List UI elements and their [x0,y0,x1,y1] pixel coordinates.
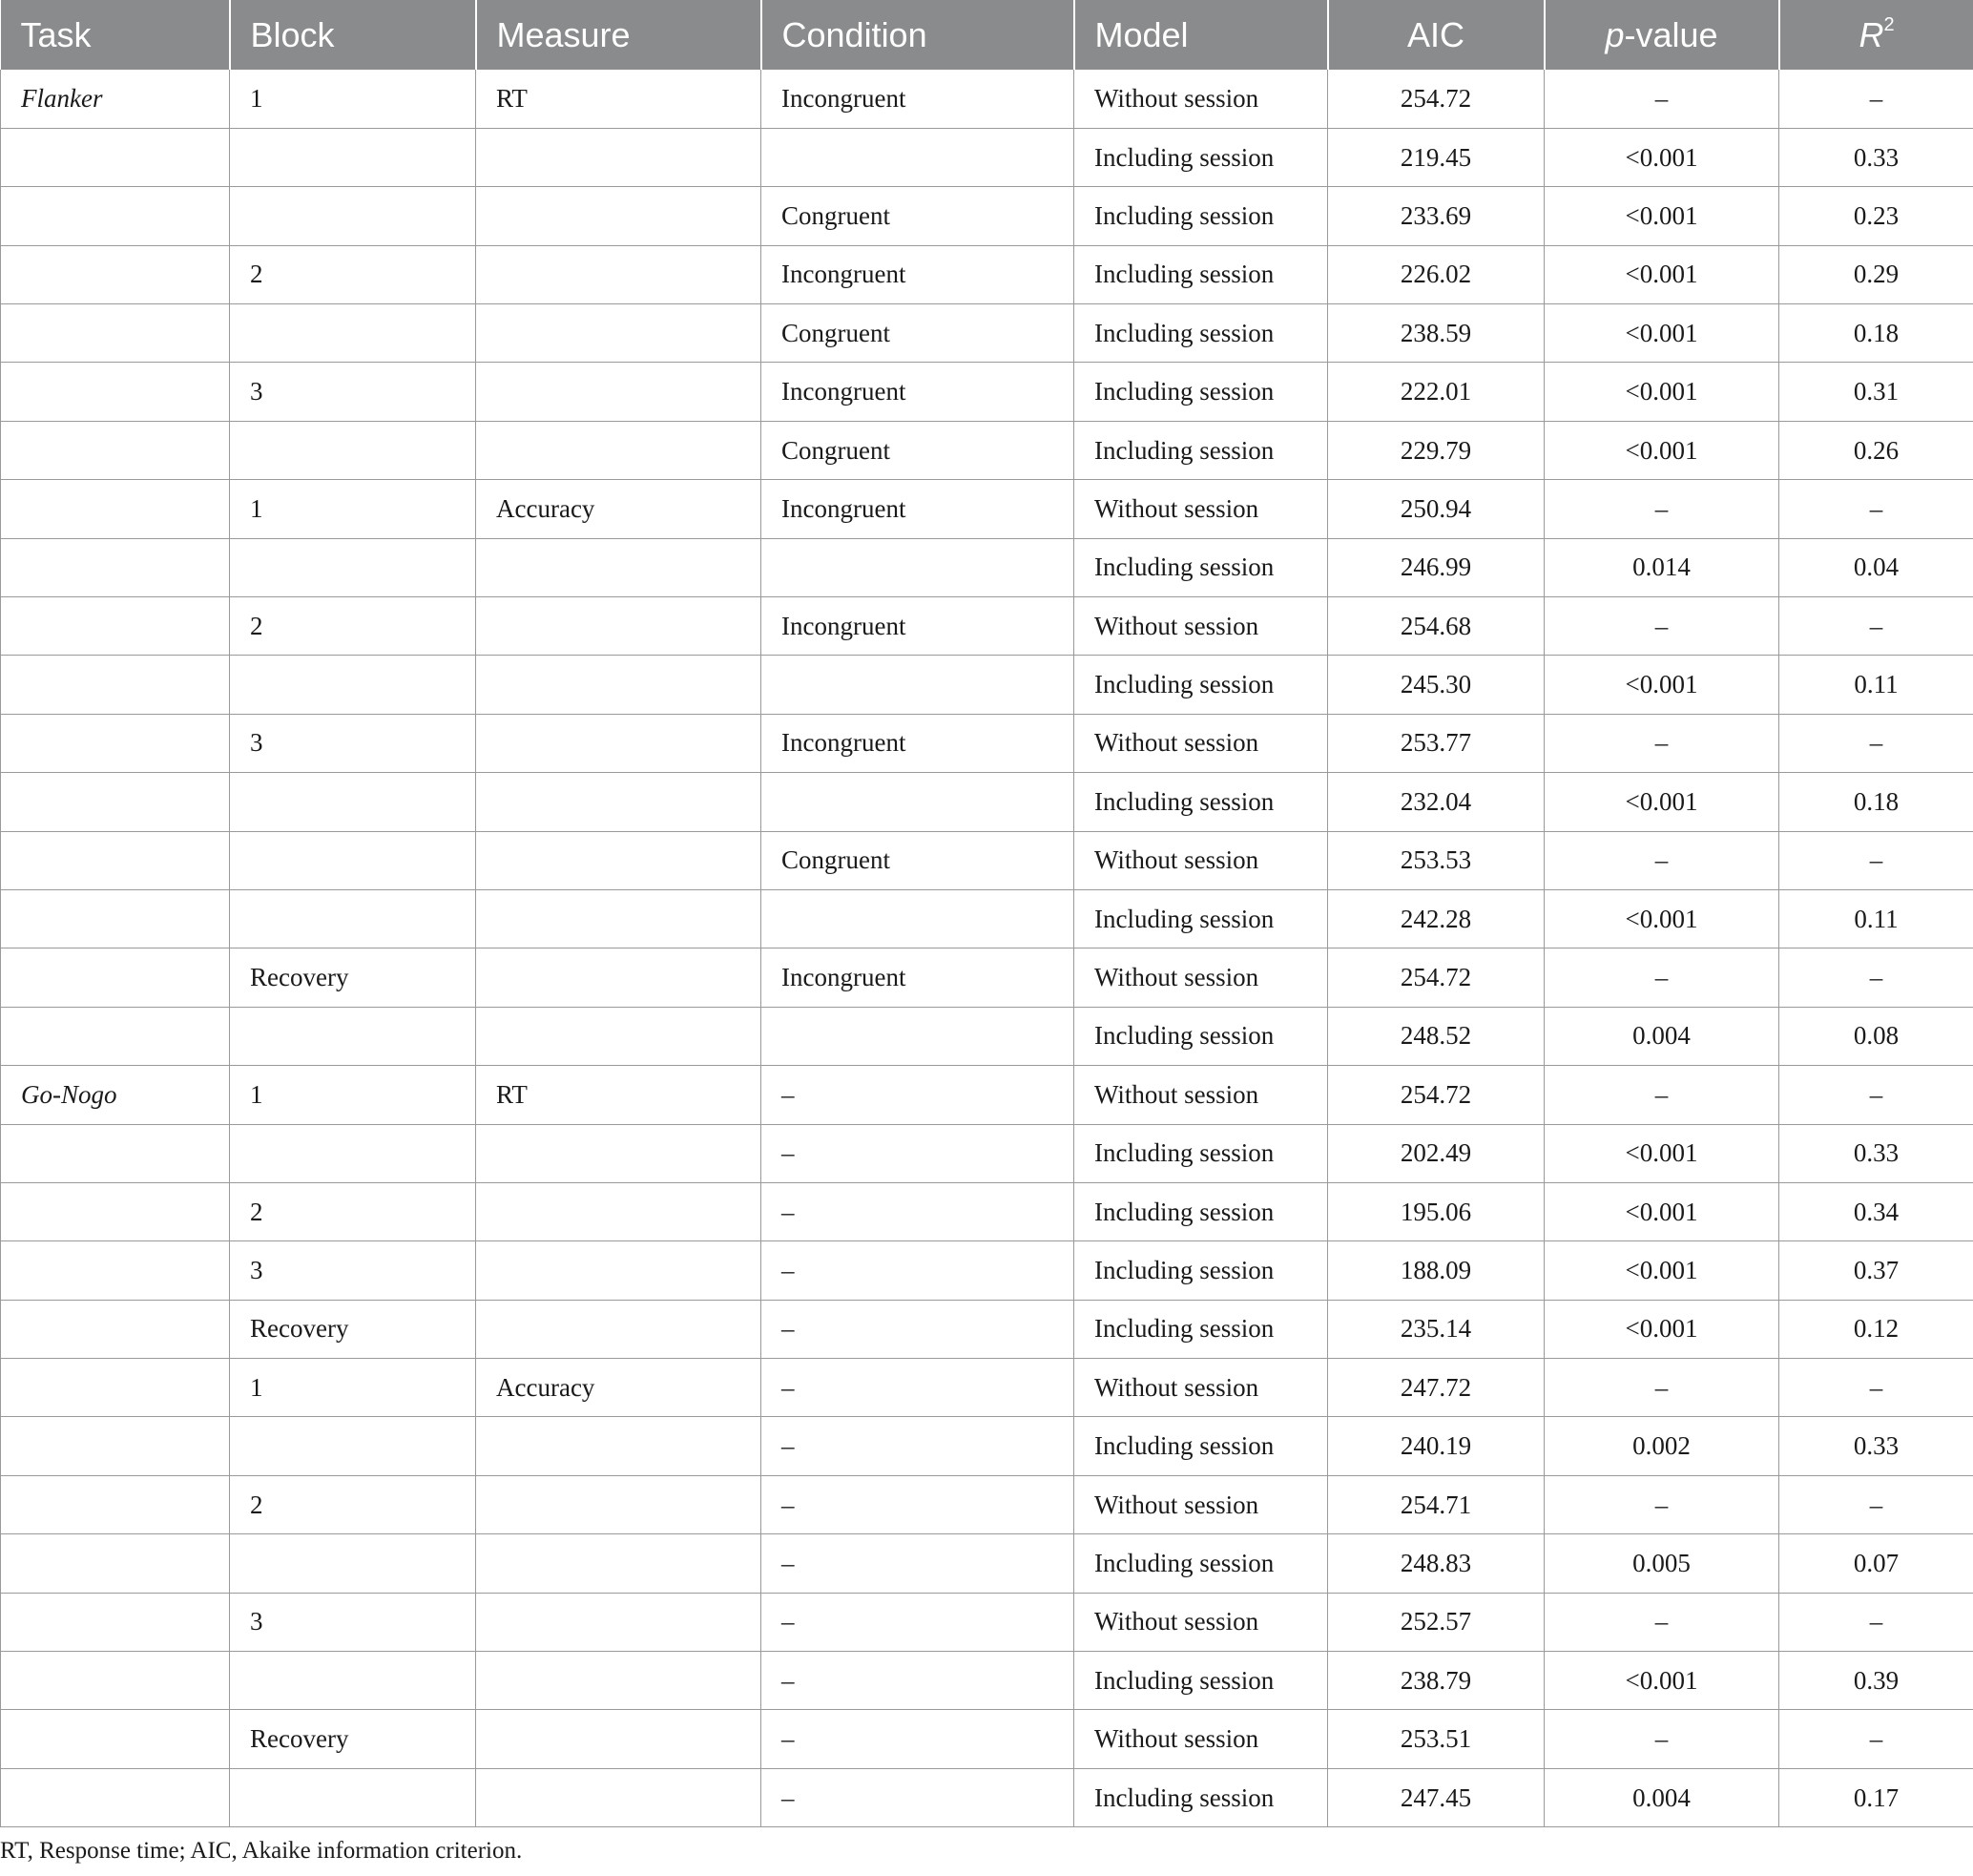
table-row [1,1124,1973,1182]
cell-measure [476,304,761,363]
cell-measure [476,1593,761,1651]
cell-model: Without session [1074,480,1328,538]
cell-p-value: – [1545,1475,1779,1533]
table-row [1,1241,1973,1300]
cell-aic: 195.06 [1328,1182,1545,1240]
cell-r-squared: 0.18 [1779,304,1973,363]
cell-condition: – [761,1652,1074,1710]
cell-model: Without session [1074,948,1328,1007]
cell-r-squared: 0.07 [1779,1534,1973,1593]
cell-measure [476,597,761,656]
cell-condition: – [761,1182,1074,1240]
cell-model: Including session [1074,538,1328,596]
cell-model: Including session [1074,1417,1328,1475]
cell-task [1,1593,230,1651]
cell-aic: 245.30 [1328,656,1545,714]
cell-aic: 253.51 [1328,1710,1545,1768]
cell-task [1,1124,230,1182]
cell-condition: Congruent [761,304,1074,363]
cell-condition: – [761,1241,1074,1300]
table-row [1,1300,1973,1358]
cell-condition: – [761,1710,1074,1768]
cell-model: Including session [1074,889,1328,948]
cell-condition: – [761,1534,1074,1593]
cell-task [1,1710,230,1768]
cell-aic: 233.69 [1328,187,1545,245]
cell-measure [476,1182,761,1240]
cell-aic: 229.79 [1328,421,1545,479]
table-row [1,187,1973,245]
cell-p-value: <0.001 [1545,889,1779,948]
cell-p-value: – [1545,1359,1779,1417]
cell-aic: 219.45 [1328,128,1545,186]
table-row [1,773,1973,831]
cell-condition: – [761,1475,1074,1533]
cell-aic: 238.59 [1328,304,1545,363]
cell-r-squared: – [1779,948,1973,1007]
cell-block [230,1768,476,1826]
table-row [1,597,1973,656]
cell-model: Without session [1074,714,1328,772]
cell-measure [476,1768,761,1826]
cell-aic: 235.14 [1328,1300,1545,1358]
cell-measure [476,421,761,479]
table-row [1,948,1973,1007]
cell-p-value: – [1545,70,1779,128]
cell-r-squared: – [1779,1066,1973,1124]
cell-block: 1 [230,1359,476,1417]
cell-model: Including session [1074,1652,1328,1710]
cell-model: Without session [1074,1710,1328,1768]
cell-p-value: – [1545,714,1779,772]
cell-measure [476,889,761,948]
cell-p-value: <0.001 [1545,1241,1779,1300]
cell-r-squared: 0.11 [1779,656,1973,714]
cell-model: Including session [1074,1534,1328,1593]
cell-model: Including session [1074,363,1328,421]
cell-task [1,1359,230,1417]
cell-aic: 202.49 [1328,1124,1545,1182]
cell-measure: Accuracy [476,1359,761,1417]
cell-r-squared: 0.37 [1779,1241,1973,1300]
cell-block [230,1007,476,1065]
cell-task [1,1182,230,1240]
cell-model: Including session [1074,187,1328,245]
cell-p-value: – [1545,1710,1779,1768]
cell-r-squared: 0.17 [1779,1768,1973,1826]
cell-aic: 248.83 [1328,1534,1545,1593]
cell-model: Including session [1074,1300,1328,1358]
cell-aic: 254.72 [1328,1066,1545,1124]
cell-model: Without session [1074,597,1328,656]
cell-measure [476,1652,761,1710]
cell-p-value: <0.001 [1545,245,1779,303]
cell-block [230,773,476,831]
table-row [1,304,1973,363]
cell-task [1,363,230,421]
cell-measure [476,773,761,831]
cell-model: Including session [1074,245,1328,303]
cell-p-value: 0.014 [1545,538,1779,596]
cell-block: 3 [230,714,476,772]
cell-aic: 238.79 [1328,1652,1545,1710]
table-row [1,1007,1973,1065]
cell-aic: 246.99 [1328,538,1545,596]
cell-block: Recovery [230,1300,476,1358]
table-row [1,245,1973,303]
header-block: Block [230,0,476,70]
cell-p-value: <0.001 [1545,1182,1779,1240]
cell-condition: – [761,1417,1074,1475]
cell-task: Go-Nogo [1,1066,230,1124]
cell-measure [476,245,761,303]
cell-aic: 226.02 [1328,245,1545,303]
cell-r-squared: 0.29 [1779,245,1973,303]
cell-r-squared: 0.11 [1779,889,1973,948]
cell-aic: 247.72 [1328,1359,1545,1417]
cell-aic: 254.72 [1328,948,1545,1007]
cell-task [1,1007,230,1065]
cell-r-squared: – [1779,597,1973,656]
cell-block: Recovery [230,1710,476,1768]
cell-p-value: 0.004 [1545,1007,1779,1065]
cell-measure [476,656,761,714]
cell-task [1,1241,230,1300]
cell-block [230,421,476,479]
cell-r-squared: 0.26 [1779,421,1973,479]
cell-r-squared: 0.18 [1779,773,1973,831]
cell-measure: RT [476,70,761,128]
cell-model: Without session [1074,1475,1328,1533]
cell-aic: 232.04 [1328,773,1545,831]
table-row [1,714,1973,772]
cell-condition [761,538,1074,596]
cell-task [1,1534,230,1593]
cell-model: Without session [1074,70,1328,128]
header-p-suffix: -value [1624,14,1718,54]
cell-p-value: <0.001 [1545,128,1779,186]
table-row [1,1768,1973,1826]
table-row [1,656,1973,714]
cell-task [1,538,230,596]
cell-task [1,889,230,948]
table-row [1,1652,1973,1710]
cell-model: Without session [1074,831,1328,889]
table-row [1,128,1973,186]
cell-model: Including session [1074,1124,1328,1182]
cell-aic: 253.53 [1328,831,1545,889]
cell-aic: 222.01 [1328,363,1545,421]
table-footnote: RT, Response time; AIC, Akaike information criterion. [0,1838,523,1865]
cell-model: Including session [1074,421,1328,479]
cell-condition [761,889,1074,948]
cell-p-value: 0.002 [1545,1417,1779,1475]
header-task: Task [1,0,230,70]
cell-task [1,948,230,1007]
cell-block [230,1124,476,1182]
cell-model: Including session [1074,304,1328,363]
cell-p-value: – [1545,1593,1779,1651]
table-header [1,0,1973,70]
cell-block [230,187,476,245]
cell-measure [476,831,761,889]
cell-block: 2 [230,245,476,303]
table-row [1,1475,1973,1533]
cell-task [1,773,230,831]
table-row [1,363,1973,421]
cell-block: 1 [230,480,476,538]
cell-r-squared: 0.08 [1779,1007,1973,1065]
cell-measure [476,538,761,596]
table-row [1,1534,1973,1593]
cell-condition [761,128,1074,186]
table-row [1,1593,1973,1651]
cell-task [1,245,230,303]
cell-condition: – [761,1768,1074,1826]
cell-block [230,889,476,948]
cell-r-squared: – [1779,1710,1973,1768]
cell-aic: 252.57 [1328,1593,1545,1651]
header-r-superscript: 2 [1883,13,1895,35]
header-p-symbol: p [1605,14,1625,54]
cell-p-value: 0.004 [1545,1768,1779,1826]
cell-r-squared: 0.33 [1779,128,1973,186]
cell-condition: Incongruent [761,597,1074,656]
cell-condition: Congruent [761,831,1074,889]
cell-aic: 254.71 [1328,1475,1545,1533]
cell-task [1,831,230,889]
cell-p-value: <0.001 [1545,363,1779,421]
cell-model: Including session [1074,1241,1328,1300]
cell-p-value: <0.001 [1545,656,1779,714]
table-row [1,889,1973,948]
cell-condition: Incongruent [761,948,1074,1007]
cell-condition: – [761,1124,1074,1182]
cell-block [230,538,476,596]
cell-block [230,1534,476,1593]
cell-block: 2 [230,1182,476,1240]
cell-p-value: – [1545,1066,1779,1124]
cell-block [230,304,476,363]
cell-r-squared: – [1779,480,1973,538]
cell-p-value: – [1545,831,1779,889]
cell-condition: Incongruent [761,363,1074,421]
cell-measure [476,1007,761,1065]
cell-task [1,1475,230,1533]
cell-r-squared: – [1779,1475,1973,1533]
cell-condition: Incongruent [761,480,1074,538]
cell-p-value: 0.005 [1545,1534,1779,1593]
cell-r-squared: 0.04 [1779,538,1973,596]
cell-r-squared: 0.33 [1779,1417,1973,1475]
cell-block [230,128,476,186]
cell-measure [476,1241,761,1300]
cell-block: 1 [230,70,476,128]
cell-condition: Congruent [761,421,1074,479]
cell-task: Flanker [1,70,230,128]
cell-measure [476,187,761,245]
cell-aic: 254.68 [1328,597,1545,656]
cell-p-value: <0.001 [1545,1652,1779,1710]
cell-condition: – [761,1066,1074,1124]
cell-task [1,304,230,363]
cell-condition: – [761,1359,1074,1417]
cell-condition: Incongruent [761,714,1074,772]
table-row [1,538,1973,596]
cell-model: Without session [1074,1593,1328,1651]
cell-p-value: <0.001 [1545,1300,1779,1358]
header-measure: Measure [476,0,761,70]
cell-r-squared: 0.33 [1779,1124,1973,1182]
cell-condition [761,773,1074,831]
cell-aic: 248.52 [1328,1007,1545,1065]
cell-aic: 240.19 [1328,1417,1545,1475]
cell-r-squared: 0.39 [1779,1652,1973,1710]
cell-p-value: <0.001 [1545,773,1779,831]
cell-r-squared: – [1779,831,1973,889]
cell-measure [476,714,761,772]
cell-model: Including session [1074,128,1328,186]
cell-aic: 242.28 [1328,889,1545,948]
cell-model: Including session [1074,1182,1328,1240]
cell-p-value: <0.001 [1545,187,1779,245]
table-body [1,70,1973,1827]
cell-condition: Incongruent [761,70,1074,128]
cell-r-squared: 0.31 [1779,363,1973,421]
cell-model: Without session [1074,1066,1328,1124]
cell-block: 2 [230,1475,476,1533]
cell-condition: – [761,1593,1074,1651]
cell-aic: 250.94 [1328,480,1545,538]
cell-aic: 247.45 [1328,1768,1545,1826]
header-r-symbol: R [1859,14,1884,54]
table-row [1,421,1973,479]
cell-task [1,1300,230,1358]
header-row [1,0,1973,70]
cell-r-squared: 0.23 [1779,187,1973,245]
cell-task [1,1417,230,1475]
cell-aic: 254.72 [1328,70,1545,128]
cell-measure [476,363,761,421]
cell-p-value: <0.001 [1545,421,1779,479]
cell-p-value: – [1545,597,1779,656]
cell-block [230,1417,476,1475]
table-row [1,1066,1973,1124]
cell-p-value: – [1545,948,1779,1007]
table-row [1,831,1973,889]
cell-r-squared: – [1779,1593,1973,1651]
header-r-squared [1779,0,1973,70]
cell-condition [761,1007,1074,1065]
cell-aic: 188.09 [1328,1241,1545,1300]
table-row [1,1182,1973,1240]
cell-measure [476,1124,761,1182]
cell-block: Recovery [230,948,476,1007]
cell-measure [476,1475,761,1533]
cell-measure [476,948,761,1007]
cell-measure [476,128,761,186]
cell-condition: – [761,1300,1074,1358]
cell-task [1,656,230,714]
cell-aic: 253.77 [1328,714,1545,772]
cell-task [1,480,230,538]
cell-block: 3 [230,1241,476,1300]
cell-measure [476,1300,761,1358]
cell-model: Including session [1074,1007,1328,1065]
table-row [1,70,1973,128]
cell-r-squared: – [1779,70,1973,128]
cell-block: 1 [230,1066,476,1124]
cell-task [1,1768,230,1826]
cell-task [1,714,230,772]
cell-model: Without session [1074,1359,1328,1417]
cell-model: Including session [1074,773,1328,831]
cell-task [1,421,230,479]
cell-block: 3 [230,1593,476,1651]
cell-r-squared: – [1779,714,1973,772]
cell-p-value: <0.001 [1545,1124,1779,1182]
header-condition: Condition [761,0,1074,70]
cell-measure [476,1417,761,1475]
cell-block [230,831,476,889]
cell-task [1,187,230,245]
cell-task [1,128,230,186]
cell-condition [761,656,1074,714]
cell-task [1,1652,230,1710]
cell-model: Including session [1074,1768,1328,1826]
cell-block: 3 [230,363,476,421]
table-row [1,1417,1973,1475]
cell-measure [476,1710,761,1768]
cell-p-value: <0.001 [1545,304,1779,363]
cell-model: Including session [1074,656,1328,714]
cell-measure: RT [476,1066,761,1124]
header-aic: AIC [1328,0,1545,70]
cell-condition: Congruent [761,187,1074,245]
cell-measure: Accuracy [476,480,761,538]
header-p-value [1545,0,1779,70]
table-row [1,480,1973,538]
cell-r-squared: 0.34 [1779,1182,1973,1240]
cell-condition: Incongruent [761,245,1074,303]
cell-block: 2 [230,597,476,656]
table-row [1,1710,1973,1768]
cell-task [1,597,230,656]
header-model: Model [1074,0,1328,70]
table-row [1,1359,1973,1417]
cell-block [230,1652,476,1710]
cell-p-value: – [1545,480,1779,538]
cell-measure [476,1534,761,1593]
cell-r-squared: 0.12 [1779,1300,1973,1358]
cell-block [230,656,476,714]
cell-r-squared: – [1779,1359,1973,1417]
